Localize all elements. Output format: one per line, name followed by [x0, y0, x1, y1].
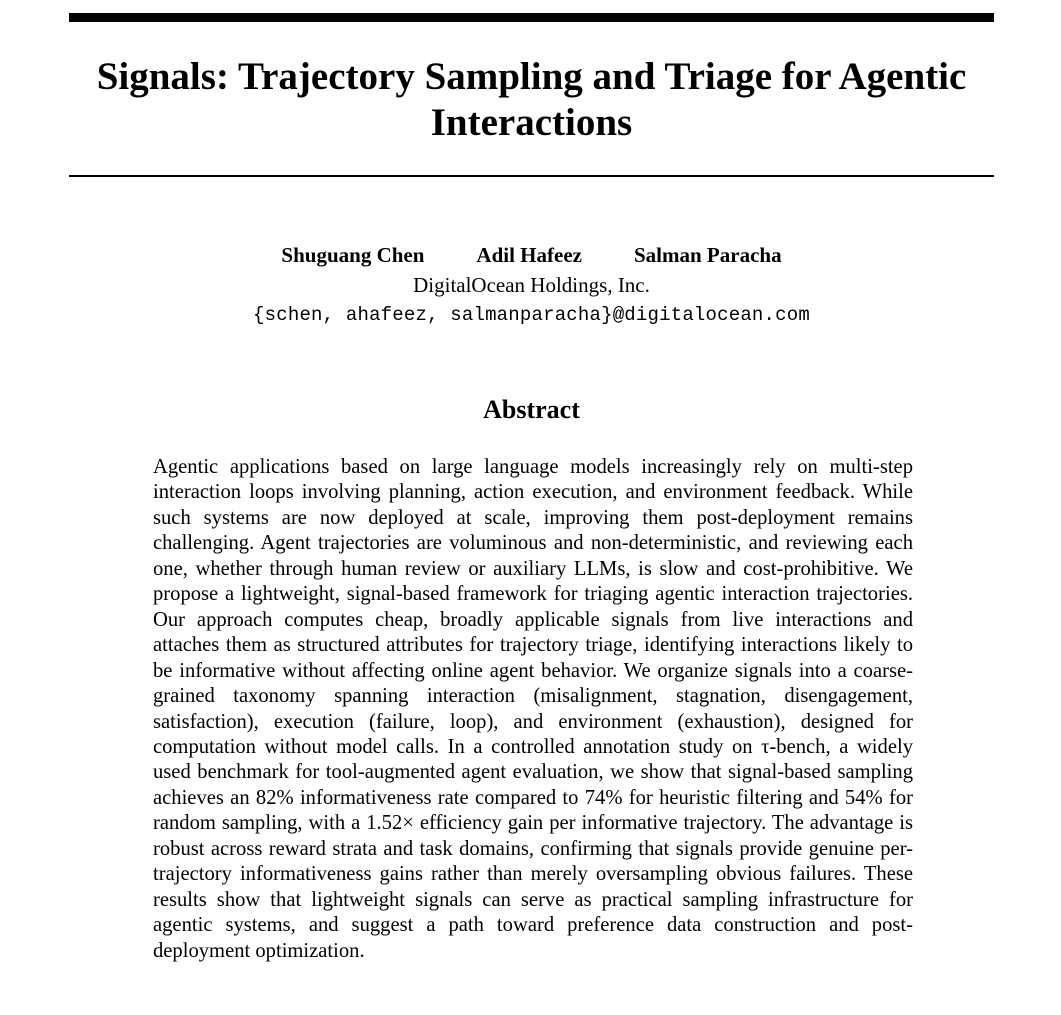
- author-name: Adil Hafeez: [476, 243, 582, 267]
- author-names: [69, 240, 994, 270]
- abstract-text: Agentic applications based on large language models increasingly rely on multi-step interaction loops involving planning, action execution, and environment feedback. While such systems are now deployed at scale, improving them post-deployment remains challenging. Agent trajectories are voluminous and non-deterministic, and reviewing each one, whether through human review or auxiliary LLMs, is slow and cost-prohibitive. We propose a lightweight, signal-based framework for triaging agentic interaction trajectories. Our approach computes cheap, broadly applicable signals from live interactions and attaches them as structured attributes for trajectory triage, identifying interactions likely to be informative without affecting online agent behavior. We organize signals into a coarse-grained taxonomy spanning interaction (misalignment, stagnation, disengagement, satisfaction), execution (failure, loop), and environment (exhaustion), designed for computation without model calls. In a controlled annotation study on τ-bench, a widely used benchmark for tool-augmented agent evaluation, we show that signal-based sampling achieves an 82% informativeness rate compared to 74% for heuristic filtering and 54% for random sampling, with a 1.52× efficiency gain per informative trajectory. The advantage is robust across reward strata and task domains, confirming that signals provide genuine per-trajectory informativeness gains rather than merely oversampling obvious failures. These results show that lightweight signals can serve as practical sampling infrastructure for agentic systems, and suggest a path toward preference data construction and post-deployment optimization.: [153, 456, 913, 962]
- paper-title: Signals: Trajectory Sampling and Triage for Agentic Interactions: [96, 55, 967, 144]
- top-rule: [69, 13, 994, 22]
- author-email: {schen, ahafeez, salmanparacha}@digitalocean.com: [253, 304, 810, 326]
- affiliation: DigitalOcean Holdings, Inc.: [413, 273, 650, 297]
- abstract-heading: Abstract: [483, 395, 580, 424]
- author-name: Shuguang Chen: [281, 243, 425, 267]
- author-name: Salman Paracha: [633, 243, 782, 267]
- author-block: [69, 240, 994, 330]
- title-bottom-rule: [69, 175, 994, 177]
